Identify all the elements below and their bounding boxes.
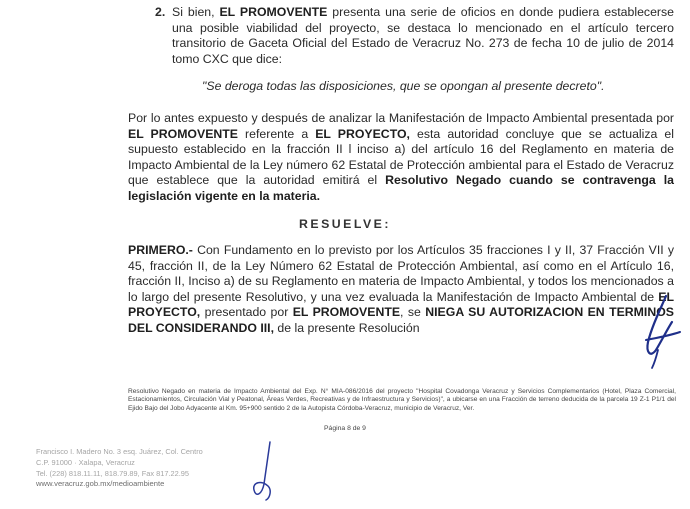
analysis-text-2: referente a [238, 126, 316, 141]
primero-paragraph [128, 243, 674, 337]
page-number: Página 8 de 9 [324, 425, 366, 432]
primero-text-3: , se [400, 305, 426, 320]
item-2-text-2: presenta una serie de oficios en donde pudiera establecerse una posible viabilidad del proyecto, se destaca lo mencionado en el artículo tercero transitorio de Gaceta Oficial del Estado de Veracruz No. 273 de fecha 10 de julio de 2014 tomo CXC que dice: [172, 5, 674, 66]
primero-text-1: Con Fundamento en lo previsto por los Artículos 35 fracciones I y II, 37 Fracción VII y 45, fracción II, de la Ley Número 62 Estatal de Protección Ambiental, así como en el Artículo 16, fracción II, Inciso a) de su Reglamento en materia de Impacto Ambiental, y todos los mencionados a lo largo del presente Resolutivo, y una vez evaluada la Manifestación de Impacto Ambiental de [128, 243, 674, 304]
website-link[interactable]: www.veracruz.gob.mx/medioambiente [36, 479, 165, 488]
primero-label: PRIMERO.- [128, 243, 193, 257]
promovente-bold: EL PROMOVENTE [219, 5, 328, 19]
signature-right [636, 292, 686, 372]
promovente-bold: EL PROMOVENTE [292, 305, 401, 320]
proyecto-bold: EL PROYECTO, [128, 289, 674, 320]
analysis-text-3: esta autoridad concluye que se actualiza el supuesto establecido en la fracción II l inciso a) del artículo 16 del Reglamento en materia de Impacto Ambiental de la Ley número 62 Estatal de Protección ambiental para el Estado de Veracruz que establece que la autoridad emitirá el [128, 126, 674, 188]
primero-text-2: presentado por [200, 305, 293, 320]
resuelve-heading: RESUELVE: [299, 217, 391, 231]
analysis-paragraph [128, 111, 674, 205]
resolutivo-negado-bold: Resolutivo Negado cuando se contravenga la legislación vigente en la materia. [128, 173, 675, 203]
item-2-text-1: Si bien, [172, 5, 220, 19]
initials-signature [250, 440, 290, 502]
address-line-2: C.P. 91000 · Xalapa, Veracruz [36, 458, 135, 467]
footnote: Resolutivo Negado en materia de Impacto Ambiental del Exp. N° MIA-086/2016 del proyecto "Hospital Covadonga Veracruz y Servicios Complementarios (Hotel, Plaza Comercial, Estacionamientos, Circulación Vial y Peatonal, Áreas Verdes, Recreativas y de Infraestructura y Servicios)", a ubicarse en una Fracción de terreno deducida de la parcela 19 Z-1 P1/1 del Ejido Bajo del Jobo Adyacente al Km. 95+900 sentido 2 de la Autopista Córdoba-Veracruz, municipio de Veracruz, Ver. [128, 388, 676, 412]
address-line-3: Tel. (228) 818.11.11, 818.79.89, Fax 817.22.95 [36, 469, 189, 478]
address-block [36, 446, 203, 479]
decree-quote: "Se deroga todas las disposiciones, que se opongan al presente decreto". [202, 79, 605, 93]
item-2-paragraph [172, 5, 674, 67]
promovente-bold: EL PROMOVENTE [128, 126, 238, 141]
primero-text-4: de la presente Resolución [273, 320, 420, 335]
proyecto-bold: EL PROYECTO, [315, 126, 410, 141]
item-number: 2. [155, 5, 166, 19]
niega-autorizacion-bold: NIEGA SU AUTORIZACION EN TERMINOS DEL CONSIDERANDO III, [128, 305, 674, 335]
analysis-text-1: Por lo antes expuesto y después de analizar la Manifestación de Impacto Ambiental presentada por [128, 111, 674, 125]
address-line-1: Francisco I. Madero No. 3 esq. Juárez, Col. Centro [36, 447, 203, 456]
